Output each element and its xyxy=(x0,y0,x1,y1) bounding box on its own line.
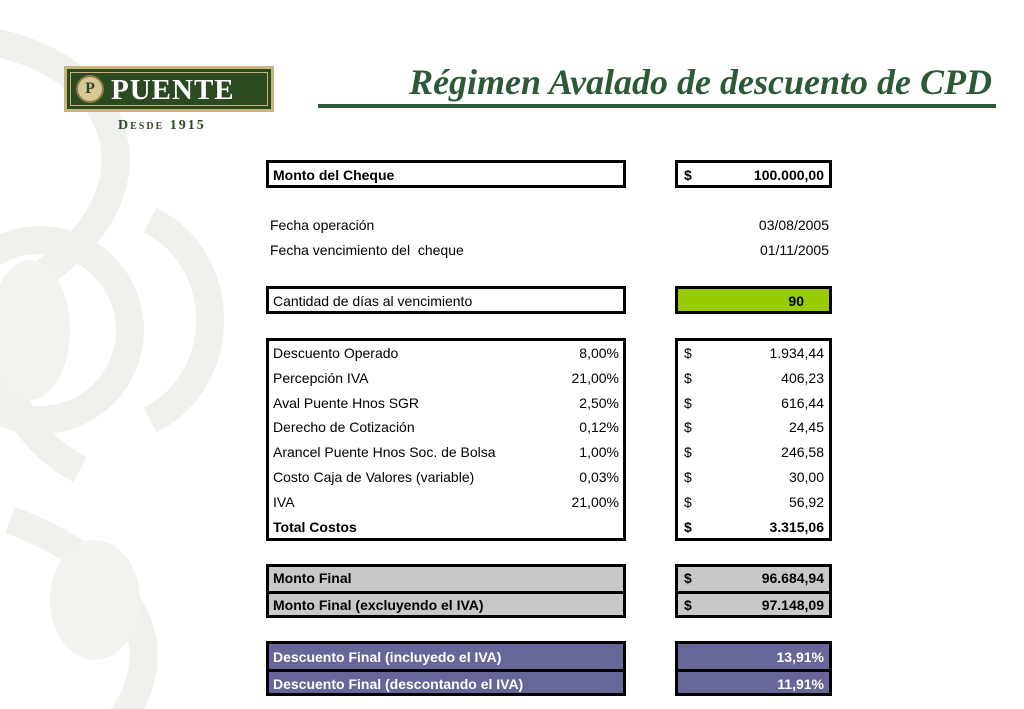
total-costs-currency: $ xyxy=(684,519,692,535)
days-label: Cantidad de días al vencimiento xyxy=(273,293,473,309)
cost-currency: $ xyxy=(684,444,692,460)
logo-wordmark: PUENTE xyxy=(111,74,235,106)
page-title: Régimen Avalado de descuento de CPD xyxy=(409,62,992,102)
row-divider xyxy=(269,669,623,672)
discount-value-box xyxy=(675,641,832,696)
cost-rate: 21,00% xyxy=(571,494,619,510)
cost-currency: $ xyxy=(684,494,692,510)
final-amount-box xyxy=(675,564,832,618)
days-label-box xyxy=(266,286,626,314)
total-costs-label: Total Costos xyxy=(273,519,357,535)
cost-rate: 8,00% xyxy=(579,345,619,361)
cost-currency: $ xyxy=(684,345,692,361)
cost-label: Costo Caja de Valores (variable) xyxy=(273,469,475,485)
discount-value: 13,91% xyxy=(776,649,824,665)
row-divider xyxy=(269,591,623,594)
cost-rate: 1,00% xyxy=(579,444,619,460)
cost-amount: 406,23 xyxy=(781,370,824,386)
cheque-label-box xyxy=(266,160,626,188)
cost-rate: 21,00% xyxy=(571,370,619,386)
cheque-amount: 100.000,00 xyxy=(753,167,824,183)
final-label: Monto Final (excluyendo el IVA) xyxy=(273,597,484,613)
cost-label: IVA xyxy=(273,494,295,510)
cost-rate: 2,50% xyxy=(579,395,619,411)
cost-amount: 30,00 xyxy=(788,469,824,485)
operation-date-label: Fecha operación xyxy=(270,217,375,233)
cost-rate: 0,12% xyxy=(579,419,619,435)
cost-label: Aval Puente Hnos SGR xyxy=(273,395,420,411)
logo-seal-icon: P xyxy=(76,75,104,103)
days-value: 90 xyxy=(788,293,804,309)
title-underline xyxy=(318,104,996,108)
cost-currency: $ xyxy=(684,469,692,485)
discount-label-box xyxy=(266,641,626,696)
final-label: Monto Final xyxy=(273,570,352,586)
final-currency: $ xyxy=(684,597,692,613)
cost-label: Derecho de Cotización xyxy=(273,419,415,435)
cost-rate: 0,03% xyxy=(579,469,619,485)
maturity-date-label: Fecha vencimiento del cheque xyxy=(270,242,464,258)
cheque-amount-box xyxy=(675,160,832,188)
cost-amount: 246,58 xyxy=(781,444,824,460)
discount-label: Descuento Final (incluyedo el IVA) xyxy=(273,649,502,665)
cost-currency: $ xyxy=(684,370,692,386)
cost-label: Descuento Operado xyxy=(273,345,399,361)
cost-label: Arancel Puente Hnos Soc. de Bolsa xyxy=(273,444,496,460)
cheque-label: Monto del Cheque xyxy=(273,167,395,183)
cost-label: Percepción IVA xyxy=(273,370,369,386)
cheque-currency: $ xyxy=(684,167,692,183)
cost-amount: 616,44 xyxy=(781,395,824,411)
cost-amount: 1.934,44 xyxy=(769,345,824,361)
cost-currency: $ xyxy=(684,395,692,411)
costs-amount-box xyxy=(675,338,832,541)
logo-since: Desde 1915 xyxy=(118,118,206,133)
total-costs-amount: 3.315,06 xyxy=(769,519,824,535)
cost-amount: 24,45 xyxy=(788,419,824,435)
cost-amount: 56,92 xyxy=(788,494,824,510)
row-divider xyxy=(678,669,829,672)
puente-logo xyxy=(64,66,274,112)
final-currency: $ xyxy=(684,570,692,586)
operation-date-value: 03/08/2005 xyxy=(758,217,829,233)
cost-currency: $ xyxy=(684,419,692,435)
final-label-box xyxy=(266,564,626,618)
final-amount: 96.684,94 xyxy=(761,570,824,586)
maturity-date-value: 01/11/2005 xyxy=(759,242,829,258)
discount-value: 11,91% xyxy=(777,676,824,692)
costs-label-box xyxy=(266,338,626,541)
days-value-box xyxy=(675,286,832,314)
row-divider xyxy=(678,591,829,594)
final-amount: 97.148,09 xyxy=(761,597,824,613)
discount-label: Descuento Final (descontando el IVA) xyxy=(273,676,524,692)
